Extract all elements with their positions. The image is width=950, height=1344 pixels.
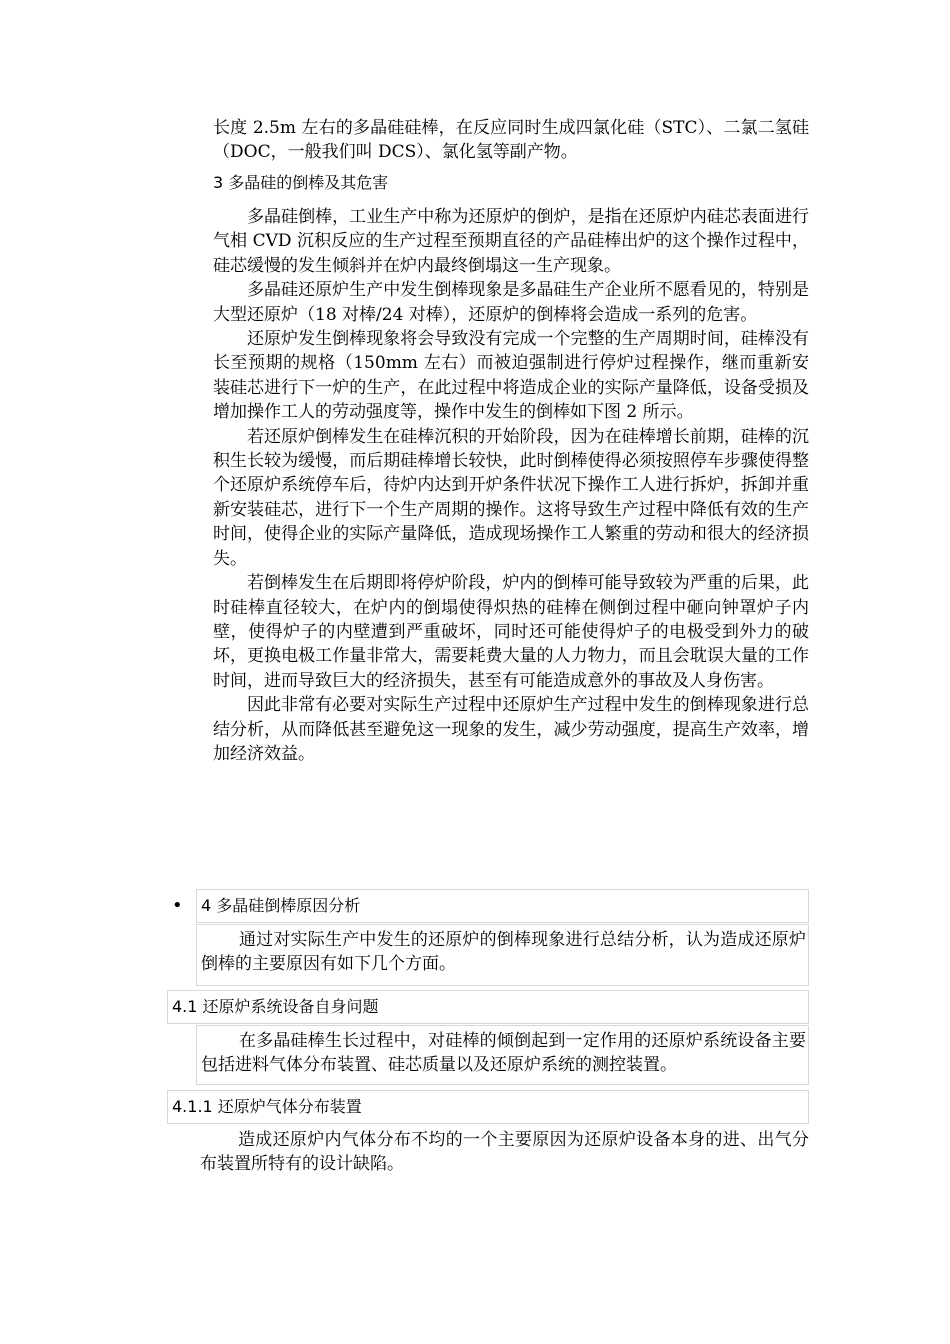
section-4-1-1-heading-box	[167, 1090, 809, 1124]
section-3-paragraph: 多晶硅倒棒，工业生产中称为还原炉的倒炉，是指在还原炉内硅芯表面进行气相 CVD 沉积反应的生产过程至预期直径的产品硅棒出炉的这个操作过程中，硅芯缓慢的发生倾斜并在炉内最终倒塌这一生产现象。	[213, 207, 809, 276]
section-4-1-paragraph: 在多晶硅棒生长过程中，对硅棒的倾倒起到一定作用的还原炉系统设备主要包括进料气体分布装置、硅芯质量以及还原炉系统的测控装置。	[201, 1031, 806, 1076]
section-4-1-paragraph-box	[196, 1025, 809, 1085]
section-3-paragraph: 若还原炉倒棒发生在硅棒沉积的开始阶段，因为在硅棒增长前期，硅棒的沉积生长较为缓慢，而后期硅棒增长较快，此时倒棒使得必须按照停车步骤使得整个还原炉系统停车后，待炉内达到开炉条件状况下操作工人进行拆炉，拆卸并重新安装硅芯，进行下一个生产周期的操作。这将导致生产过程中降低有效的生产时间，使得企业的实际产量降低，造成现场操作工人繁重的劳动和很大的经济损失。	[213, 426, 809, 569]
section-4-1-heading-box	[167, 990, 809, 1024]
section-4-1-heading: 4.1 还原炉系统设备自身问题	[172, 997, 379, 1016]
section-4-1-1-heading: 4.1.1 还原炉气体分布装置	[172, 1097, 362, 1116]
section-3-paragraph: 因此非常有必要对实际生产过程中还原炉生产过程中发生的倒棒现象进行总结分析，从而降低甚至避免这一现象的发生，减少劳动强度，提高生产效率，增加经济效益。	[213, 695, 809, 764]
section-4-heading-box	[196, 889, 809, 923]
section-3-paragraph: 多晶硅还原炉生产中发生倒棒现象是多晶硅生产企业所不愿看见的，特别是大型还原炉（18 对棒/24 对棒），还原炉的倒棒将会造成一系列的危害。	[213, 280, 809, 325]
section-4-paragraph-box	[196, 924, 809, 986]
section-3-paragraph: 若倒棒发生在后期即将停炉阶段，炉内的倒棒可能导致较为严重的后果，此时硅棒直径较大，在炉内的倒塌使得炽热的硅棒在侧倒过程中砸向钟罩炉子内壁，使得炉子的内壁遭到严重破坏，同时还可能使得炉子的电极受到外力的破坏，更换电极工作量非常大，需要耗费大量的人力物力，而且会耽误大量的工作时间，进而导致巨大的经济损失，甚至有可能造成意外的事故及人身伤害。	[213, 573, 809, 691]
section-4-1-1-body	[200, 1128, 809, 1177]
section-3-paragraph: 还原炉发生倒棒现象将会导致没有完成一个完整的生产周期时间，硅棒没有长至预期的规格（150mm 左右）而被迫强制进行停炉过程操作，继而重新安装硅芯进行下一炉的生产，在此过程中将造成企业的实际产量降低，设备受损及增加操作工人的劳动强度等，操作中发生的倒棒如下图 2 所示。	[213, 329, 809, 423]
section-4-1-1-paragraph: 造成还原炉内气体分布不均的一个主要原因为还原炉设备本身的进、出气分布装置所特有的设计缺陷。	[200, 1130, 809, 1175]
section-4-paragraph: 通过对实际生产中发生的还原炉的倒棒现象进行总结分析，认为造成还原炉倒棒的主要原因有如下几个方面。	[201, 930, 806, 975]
bullet-icon: •	[172, 895, 183, 916]
intro-text: 长度 2.5m 左右的多晶硅硅棒，在反应同时生成四氯化硅（STC）、二氯二氢硅（DOC，一般我们叫 DCS）、氯化氢等副产物。	[213, 118, 809, 163]
section-3-body	[213, 205, 809, 766]
section-3-heading: 3 多晶硅的倒棒及其危害	[213, 173, 389, 192]
section-4-heading: 4 多晶硅倒棒原因分析	[201, 896, 361, 915]
intro-paragraph	[213, 116, 809, 165]
